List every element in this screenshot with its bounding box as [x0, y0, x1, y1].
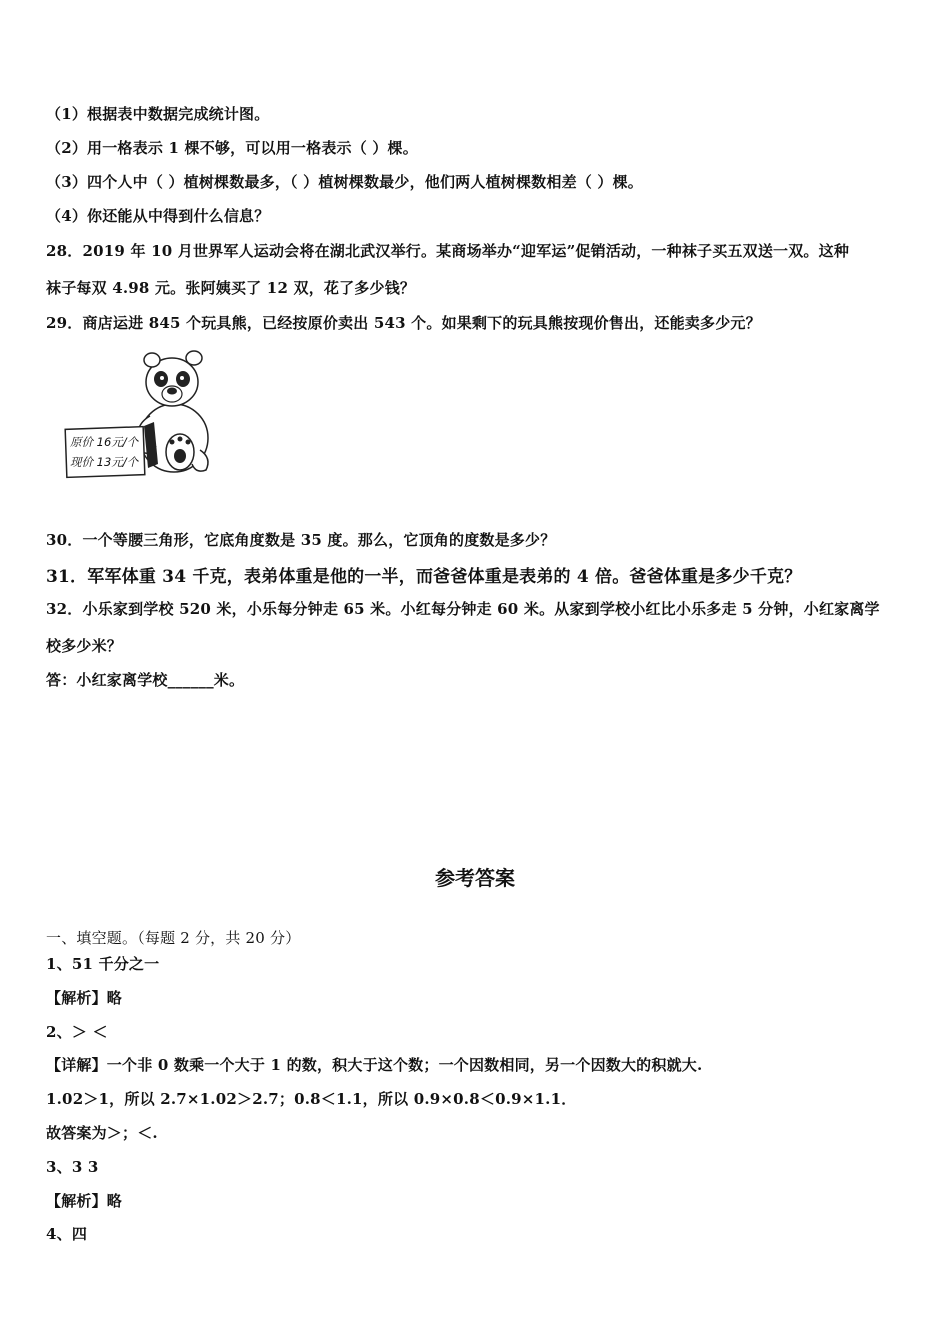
price-sign-current: 现价 13元/个 [70, 455, 139, 469]
answer-3-note: 【解析】略 [46, 1192, 123, 1210]
q29-text: 29．商店运进 845 个玩具熊，已经按原价卖出 543 个。如果剩下的玩具熊按现价售出，还能卖多少元？ [46, 314, 761, 332]
q32-line-1: 32．小乐家到学校 520 米，小乐每分钟走 65 米。小红每分钟走 60 米。从家到学校小红比小乐多走 5 分钟，小红家离学 [46, 600, 880, 618]
answer-2: 2、＞ ＜ [46, 1023, 108, 1041]
q27-sub-2: （2）用一格表示 1 棵不够，可以用一格表示（ ）棵。 [46, 139, 418, 157]
q27-sub-4: （4）你还能从中得到什么信息？ [46, 207, 270, 225]
answer-1-note: 【解析】略 [46, 989, 123, 1007]
q28-line-1: 28．2019 年 10 月世界军人运动会将在湖北武汉举行。某商场举办“迎军运”促销活动，一种袜子买五双送一双。这种 [46, 242, 850, 260]
answer-2-detail: 【详解】一个非 0 数乘一个大于 1 的数，积大于这个数；一个因数相同，另一个因数大的积就大. [46, 1056, 703, 1074]
q30-text: 30．一个等腰三角形，它底角度数是 35 度。那么，它顶角的度数是多少？ [46, 531, 556, 549]
section-1-heading: 一、填空题。（每题 2 分，共 20 分） [46, 929, 301, 947]
answers-title: 参考答案 [435, 866, 515, 890]
q32-answer: 答：小红家离学校______米。 [46, 671, 245, 689]
answer-1: 1、51 千分之一 [46, 955, 160, 973]
price-sign-original: 原价 16元/个 [70, 435, 139, 449]
answer-4: 4、四 [46, 1225, 88, 1243]
q27-sub-3: （3）四个人中（ ）植树棵数最多，（ ）植树棵数最少，他们两人植树棵数相差（ ）棵。 [46, 173, 644, 191]
q32-line-2: 校多少米？ [46, 637, 123, 655]
answer-2-calc: 1.02＞1，所以 2.7×1.02＞2.7；0.8＜1.1，所以 0.9×0.8＜0.9×1.1． [46, 1090, 577, 1108]
answer-3: 3、3 3 [46, 1158, 99, 1176]
q28-line-2: 袜子每双 4.98 元。张阿姨买了 12 双，花了多少钱？ [46, 279, 416, 297]
q27-sub-1: （1）根据表中数据完成统计图。 [46, 105, 270, 123]
q31-text: 31．军军体重 34 千克，表弟体重是他的一半，而爸爸体重是表弟的 4 倍。爸爸体重是多少千克？ [46, 567, 802, 587]
answer-2-conclusion: 故答案为＞；＜. [46, 1124, 158, 1142]
teddy-bear-illustration [62, 346, 232, 486]
